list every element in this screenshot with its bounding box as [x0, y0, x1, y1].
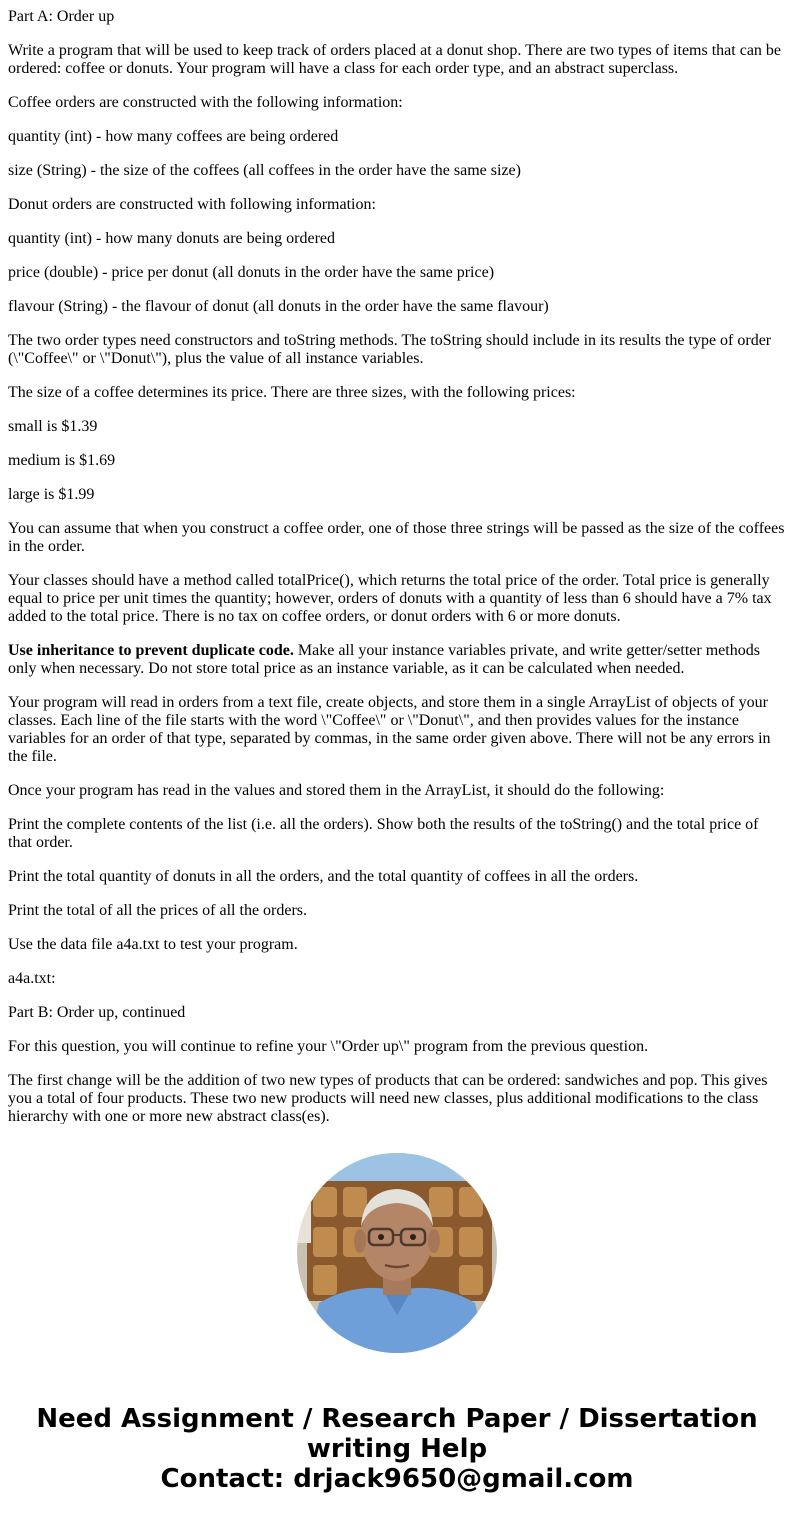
coffee-quantity-item: quantity (int) - how many coffees are being ordered — [8, 128, 339, 145]
donut-price-item: price (double) - price per donut (all donuts in the order have the same price) — [8, 264, 495, 281]
footer-contact-line: Contact: drjack9650@gmail.com — [160, 1464, 634, 1494]
sizes-intro: The size of a coffee determines its price. There are three sizes, with the following prices: — [8, 384, 576, 401]
part-b-change-paragraph: The first change will be the addition of two new types of products that can be ordered: sandwiches and pop. This gives you a total of four products. These two new products will need new classes, plus additional modifications to the class hierarchy with one or more new abstract class(es). — [8, 1072, 768, 1124]
donut-quantity-item: quantity (int) - how many donuts are being ordered — [8, 230, 336, 247]
file-reading-paragraph: Your program will read in orders from a text file, create objects, and store them in a single ArrayList of objects of your classes. Each line of the file starts with the word \"Coffee\" or \"Donut\", and then provides values for the instance variables for an order of that type, separated by commas, in the same order given above. There will not be any errors in the file. — [8, 694, 771, 765]
print-quantities-item: Print the total quantity of donuts in all the orders, and the total quantity of coffees in all the orders. — [8, 868, 639, 885]
donut-info-heading: Donut orders are constructed with following information: — [8, 196, 376, 213]
footer-line-2: writing Help — [306, 1434, 488, 1464]
price-medium: medium is $1.69 — [8, 452, 116, 469]
coffee-size-item: size (String) - the size of the coffees (all coffees in the order have the same size) — [8, 162, 521, 179]
price-small: small is $1.39 — [8, 418, 98, 435]
article-body — [8, 0, 786, 1124]
size-assumption-paragraph: You can assume that when you construct a coffee order, one of those three strings will be passed as the size of the coffees in the order. — [8, 520, 785, 555]
contact-footer — [0, 1404, 794, 1494]
inheritance-rest-text: Make all your instance variables private, and write getter/setter methods only when necessary. Do not store total price as an instance variable, as it can be calculated when needed. — [8, 642, 760, 677]
author-photo — [297, 1153, 497, 1353]
coffee-info-heading: Coffee orders are constructed with the following information: — [8, 94, 403, 111]
price-large: large is $1.99 — [8, 486, 95, 503]
tostring-paragraph: The two order types need constructors and toString methods. The toString should include in its results the type of order (\"Coffee\" or \"Donut\"), plus the value of all instance variables. — [8, 332, 772, 367]
data-file-paragraph: Use the data file a4a.txt to test your program. — [8, 936, 298, 953]
inheritance-bold-text: Use inheritance to prevent duplicate code. — [8, 642, 294, 659]
print-total-item: Print the total of all the prices of all the orders. — [8, 902, 308, 919]
after-reading-paragraph: Once your program has read in the values and stored them in the ArrayList, it should do the following: — [8, 782, 665, 799]
intro-paragraph: Write a program that will be used to keep track of orders placed at a donut shop. There are two types of items that can be ordered: coffee or donuts. Your program will have a class for each order type, and an abstract superclass. — [8, 42, 782, 77]
donut-flavour-item: flavour (String) - the flavour of donut (all donuts in the order have the same flavour) — [8, 298, 549, 315]
part-a-heading: Part A: Order up — [8, 8, 115, 25]
data-file-label: a4a.txt: — [8, 970, 56, 987]
inheritance-paragraph — [8, 642, 786, 678]
print-contents-item: Print the complete contents of the list (i.e. all the orders). Show both the results of the toString() and the total price of that order. — [8, 816, 759, 851]
total-price-paragraph: Your classes should have a method called totalPrice(), which returns the total price of the order. Total price is generally equal to price per unit times the quantity; however, orders of donuts with a quantity of less than 6 should have a 7% tax added to the total price. There is no tax on coffee orders, or donut orders with 6 or more donuts. — [8, 572, 772, 625]
part-b-intro: For this question, you will continue to refine your \"Order up\" program from the previous question. — [8, 1038, 649, 1055]
footer-line-1: Need Assignment / Research Paper / Dissertation — [36, 1404, 758, 1434]
part-b-heading: Part B: Order up, continued — [8, 1004, 186, 1021]
